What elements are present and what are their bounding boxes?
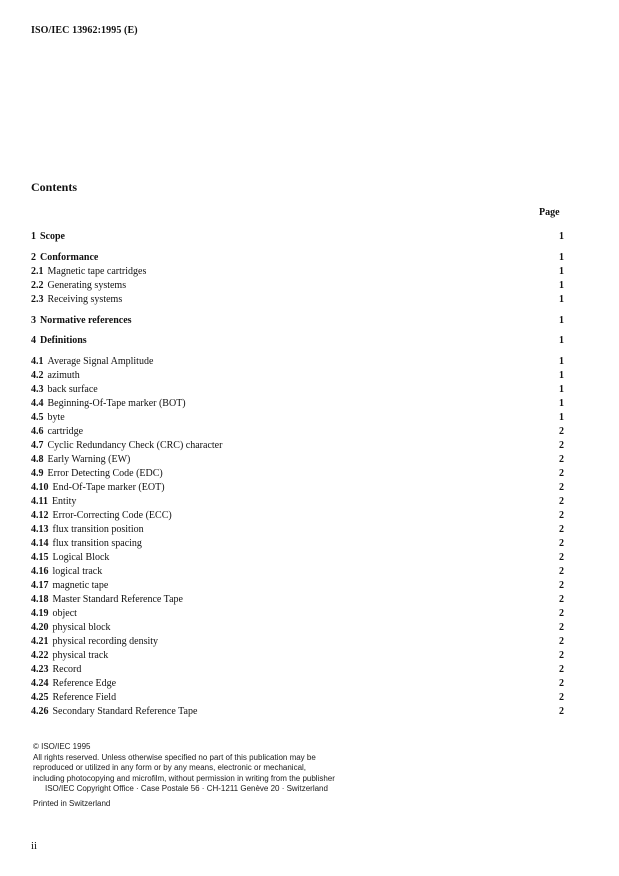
- toc-entry-heading: [31, 565, 102, 579]
- toc-entry-page: 1: [559, 335, 564, 346]
- toc-entry: [31, 579, 564, 593]
- toc-entry-heading: [31, 621, 111, 635]
- page-column-label: Page: [539, 207, 560, 218]
- toc-entry-number: 4.7: [31, 440, 44, 451]
- toc-entry-heading: [31, 579, 108, 593]
- toc-entry-page: 2: [559, 566, 564, 577]
- toc-entry: [31, 677, 564, 691]
- toc-entry-page: 2: [559, 440, 564, 451]
- toc-entry-heading: [31, 293, 122, 307]
- toc-entry-heading: [31, 663, 81, 677]
- toc-entry-title: Definitions: [40, 335, 87, 346]
- toc-entry-page: 2: [559, 594, 564, 605]
- toc-entry-number: 3: [31, 315, 36, 326]
- toc-entry-number: 4.21: [31, 636, 49, 647]
- toc-entry-number: 4.2: [31, 370, 44, 381]
- toc-entry: [31, 691, 564, 705]
- toc-entry-heading: [31, 397, 186, 411]
- toc-entry-title: Early Warning (EW): [47, 454, 131, 465]
- toc-entry: [31, 705, 564, 719]
- toc-entry-heading: [31, 551, 109, 565]
- toc-entry-title: Entity: [51, 496, 77, 507]
- toc-entry-heading: [31, 411, 65, 425]
- toc-entry-heading: [31, 314, 132, 328]
- toc-entry-title: Reference Edge: [52, 678, 117, 689]
- toc-entry-heading: [31, 705, 197, 719]
- toc-entry: [31, 314, 564, 328]
- toc-entry-page: 1: [559, 252, 564, 263]
- toc-entry: [31, 293, 564, 307]
- toc-entry-heading: [31, 649, 108, 663]
- toc-entry-heading: [31, 355, 153, 369]
- copyright-line: including photocopying and microfilm, without permission in writing from the publisher: [33, 773, 335, 783]
- toc-entry-heading: [31, 369, 80, 383]
- toc-entry: [31, 411, 564, 425]
- toc-entry-title: cartridge: [47, 426, 84, 437]
- toc-entry-title: azimuth: [47, 370, 80, 381]
- toc-entry-number: 4.18: [31, 594, 49, 605]
- toc-entry-page: 1: [559, 412, 564, 423]
- toc-entry-page: 2: [559, 636, 564, 647]
- toc-entry-page: 2: [559, 552, 564, 563]
- toc-entry-heading: [31, 383, 98, 397]
- toc-entry-title: Error-Correcting Code (ECC): [52, 510, 172, 521]
- toc-entry-page: 2: [559, 580, 564, 591]
- toc-entry-number: 4.13: [31, 524, 49, 535]
- toc-entry-number: 4.1: [31, 356, 44, 367]
- toc-entry: [31, 265, 564, 279]
- copyright-line: © ISO/IEC 1995: [33, 742, 91, 751]
- toc-entry: [31, 334, 564, 348]
- toc-entry-number: 4.26: [31, 706, 49, 717]
- toc-entry: [31, 509, 564, 523]
- toc-entry: [31, 565, 564, 579]
- toc-entry-heading: [31, 230, 65, 244]
- toc-entry-heading: [31, 467, 163, 481]
- toc-entry-number: 4.8: [31, 454, 44, 465]
- toc-entry-number: 4.5: [31, 412, 44, 423]
- toc-entry-page: 2: [559, 496, 564, 507]
- toc-entry-heading: [31, 439, 222, 453]
- toc-entry: [31, 523, 564, 537]
- toc-entry-heading: [31, 593, 183, 607]
- toc-entry-page: 1: [559, 231, 564, 242]
- toc-entry: [31, 467, 564, 481]
- toc-entry: [31, 621, 564, 635]
- toc-entry-title: byte: [47, 412, 65, 423]
- toc-entry-title: logical track: [52, 566, 103, 577]
- copyright-line: reproduced or utilized in any form or by any means, electronic or mechanical,: [33, 763, 307, 772]
- toc-entry: [31, 230, 564, 244]
- toc-entry-number: 4.6: [31, 426, 44, 437]
- toc-entry-title: Secondary Standard Reference Tape: [52, 706, 198, 717]
- toc-entry-page: 2: [559, 622, 564, 633]
- copyright-office-address: ISO/IEC Copyright Office · Case Postale 56 · CH-1211 Genève 20 · Switzerland: [45, 784, 328, 793]
- toc-entry-page: 2: [559, 524, 564, 535]
- copyright-line: All rights reserved. Unless otherwise specified no part of this publication may be: [33, 752, 316, 762]
- toc-entry: [31, 481, 564, 495]
- toc-entry-title: Reference Field: [52, 692, 117, 703]
- toc-entry-number: 4.11: [31, 496, 48, 507]
- toc-entry: [31, 537, 564, 551]
- toc-entry-page: 1: [559, 315, 564, 326]
- toc-entry: [31, 251, 564, 265]
- toc-entry: [31, 495, 564, 509]
- toc-entry-page: 2: [559, 692, 564, 703]
- toc-entry-title: magnetic tape: [52, 580, 109, 591]
- toc-entry-title: Cyclic Redundancy Check (CRC) character: [47, 440, 223, 451]
- toc-entry-page: 1: [559, 370, 564, 381]
- toc-entry: [31, 369, 564, 383]
- toc-entry-page: 2: [559, 482, 564, 493]
- toc-entry-title: physical track: [52, 650, 109, 661]
- toc-entry-number: 2.1: [31, 266, 44, 277]
- toc-entry-page: 2: [559, 426, 564, 437]
- toc-entry: [31, 439, 564, 453]
- toc-entry-page: 2: [559, 608, 564, 619]
- toc-entry-page: 2: [559, 706, 564, 717]
- toc-entry-number: 1: [31, 231, 36, 242]
- toc-entry-number: 4.14: [31, 538, 49, 549]
- toc-entry-heading: [31, 453, 130, 467]
- toc-entry-number: 4.25: [31, 692, 49, 703]
- toc-entry-title: Master Standard Reference Tape: [52, 594, 183, 605]
- toc-entry-page: 2: [559, 678, 564, 689]
- toc-entry: [31, 607, 564, 621]
- toc-entry-heading: [31, 425, 83, 439]
- toc-entry-page: 1: [559, 266, 564, 277]
- toc-entry: [31, 635, 564, 649]
- toc-entry-heading: [31, 495, 76, 509]
- toc-entry-title: Receiving systems: [47, 294, 123, 305]
- toc-entry-page: 2: [559, 650, 564, 661]
- toc-entry-page: 2: [559, 510, 564, 521]
- toc-entry-number: 4.17: [31, 580, 49, 591]
- toc-entry-number: 4.22: [31, 650, 49, 661]
- toc-entry-title: Normative references: [40, 315, 132, 326]
- toc-entry-page: 2: [559, 664, 564, 675]
- toc-entry-title: Record: [52, 664, 82, 675]
- toc-entry-number: 4.10: [31, 482, 49, 493]
- toc-entry: [31, 425, 564, 439]
- toc-entry-number: 4: [31, 335, 36, 346]
- toc-entry-title: Average Signal Amplitude: [47, 356, 154, 367]
- printed-in-note: Printed in Switzerland: [33, 798, 111, 808]
- toc-entry-number: 4.12: [31, 510, 49, 521]
- toc-entry-page: 1: [559, 384, 564, 395]
- toc-entry: [31, 355, 564, 369]
- toc-entry-heading: [31, 691, 116, 705]
- toc-entry-title: flux transition position: [52, 524, 144, 535]
- toc-entry-page: 2: [559, 468, 564, 479]
- toc-entry-heading: [31, 279, 126, 293]
- table-of-contents: [31, 230, 564, 719]
- toc-entry-title: Magnetic tape cartridges: [47, 266, 147, 277]
- toc-entry-heading: [31, 265, 146, 279]
- toc-entry: [31, 397, 564, 411]
- toc-entry-title: object: [52, 608, 77, 619]
- toc-entry-number: 4.3: [31, 384, 44, 395]
- toc-entry-number: 4.9: [31, 468, 44, 479]
- toc-entry-title: End-Of-Tape marker (EOT): [52, 482, 165, 493]
- toc-entry-page: 1: [559, 398, 564, 409]
- toc-entry-heading: [31, 509, 172, 523]
- toc-entry-title: Error Detecting Code (EDC): [47, 468, 163, 479]
- toc-entry-number: 2.2: [31, 280, 44, 291]
- toc-entry-heading: [31, 537, 142, 551]
- copyright-notice: [33, 742, 335, 809]
- toc-entry-page: 1: [559, 294, 564, 305]
- toc-entry-title: Logical Block: [52, 552, 110, 563]
- toc-entry: [31, 453, 564, 467]
- toc-entry-title: Beginning-Of-Tape marker (BOT): [47, 398, 186, 409]
- toc-entry: [31, 649, 564, 663]
- toc-entry: [31, 279, 564, 293]
- toc-entry-heading: [31, 334, 87, 348]
- toc-entry-title: Generating systems: [47, 280, 127, 291]
- toc-entry-page: 1: [559, 356, 564, 367]
- toc-entry-number: 4.16: [31, 566, 49, 577]
- toc-entry-heading: [31, 607, 77, 621]
- toc-entry-number: 4.15: [31, 552, 49, 563]
- toc-entry-title: physical recording density: [52, 636, 159, 647]
- document-id-header: ISO/IEC 13962:1995 (E): [31, 25, 138, 36]
- contents-heading: Contents: [31, 180, 78, 194]
- toc-entry: [31, 663, 564, 677]
- toc-entry-heading: [31, 251, 98, 265]
- toc-entry-number: 4.24: [31, 678, 49, 689]
- toc-entry-heading: [31, 481, 165, 495]
- toc-entry-heading: [31, 523, 144, 537]
- toc-entry-number: 4.20: [31, 622, 49, 633]
- toc-entry: [31, 593, 564, 607]
- page-number: ii: [31, 840, 38, 852]
- toc-entry: [31, 551, 564, 565]
- toc-entry-number: 4.23: [31, 664, 49, 675]
- toc-entry-title: flux transition spacing: [52, 538, 142, 549]
- toc-entry-title: back surface: [47, 384, 98, 395]
- toc-entry-title: physical block: [52, 622, 111, 633]
- toc-entry-title: Scope: [40, 231, 65, 242]
- toc-entry-page: 2: [559, 538, 564, 549]
- toc-entry-heading: [31, 635, 158, 649]
- toc-entry-heading: [31, 677, 116, 691]
- toc-entry: [31, 383, 564, 397]
- toc-entry-page: 1: [559, 280, 564, 291]
- toc-entry-number: 4.19: [31, 608, 49, 619]
- toc-entry-number: 2: [31, 252, 36, 263]
- toc-entry-number: 4.4: [31, 398, 44, 409]
- toc-entry-title: Conformance: [40, 252, 99, 263]
- toc-entry-page: 2: [559, 454, 564, 465]
- toc-entry-number: 2.3: [31, 294, 44, 305]
